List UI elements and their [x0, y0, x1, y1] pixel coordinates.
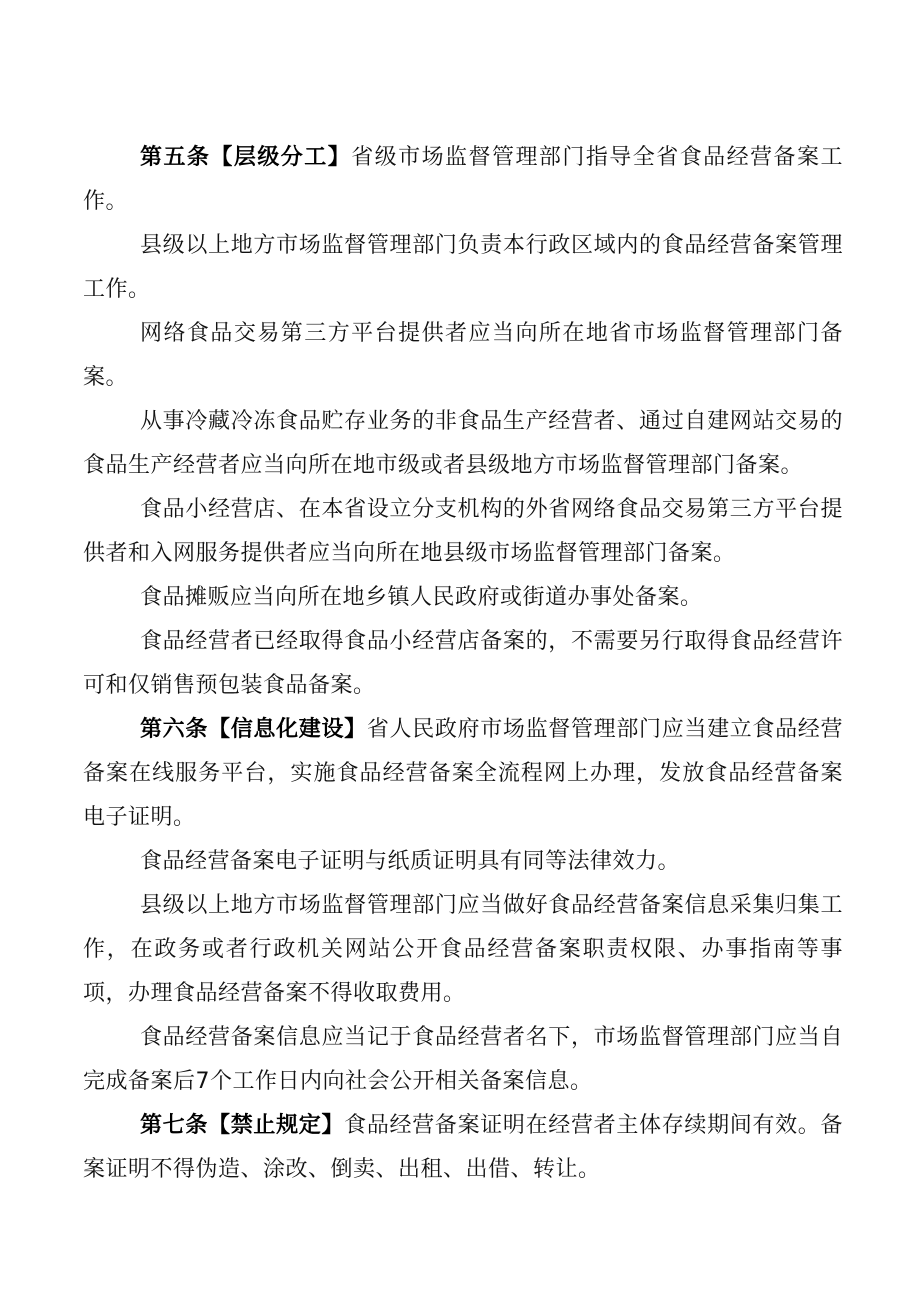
paragraph [83, 884, 843, 1016]
paragraph-text: 县级以上地方市场监督管理部门负责本行政区域内的食品经营备案管理工作。 [83, 233, 843, 302]
article-5-heading: 第五条【层级分工】 [140, 145, 352, 170]
paragraph [83, 620, 843, 708]
paragraph [83, 224, 843, 312]
paragraph-text: 食品经营备案信息应当记于食品经营者名下，市场监督管理部门应当自完成备案后7个工作日内向社会公开相关备案信息。 [83, 1025, 843, 1094]
paragraph-article-6 [83, 708, 843, 840]
paragraph-text: 县级以上地方市场监督管理部门应当做好食品经营备案信息采集归集工作，在政务或者行政机关网站公开食品经营备案职责权限、办事指南等事项，办理食品经营备案不得收取费用。 [83, 893, 843, 1006]
article-6-heading: 第六条【信息化建设】 [140, 717, 367, 742]
paragraph-text: 食品经营备案电子证明与纸质证明具有同等法律效力。 [140, 849, 681, 874]
document-body [83, 136, 843, 1192]
paragraph [83, 576, 843, 620]
paragraph [83, 1016, 843, 1104]
article-7-text: 食品经营备案证明在经营者主体存续期间有效。备案证明不得伪造、涂改、倒卖、出租、出借、转让。 [83, 1113, 843, 1182]
paragraph [83, 400, 843, 488]
article-6-text: 省人民政府市场监督管理部门应当建立食品经营备案在线服务平台，实施食品经营备案全流程网上办理，发放食品经营备案电子证明。 [83, 717, 843, 830]
paragraph [83, 312, 843, 400]
paragraph [83, 840, 843, 884]
paragraph-text: 网络食品交易第三方平台提供者应当向所在地省市场监督管理部门备案。 [83, 321, 843, 390]
paragraph-text: 食品经营者已经取得食品小经营店备案的，不需要另行取得食品经营许可和仅销售预包装食品备案。 [83, 629, 843, 698]
paragraph [83, 488, 843, 576]
article-5-text: 省级市场监督管理部门指导全省食品经营备案工作。 [83, 145, 843, 214]
paragraph-article-5 [83, 136, 843, 224]
paragraph-text: 从事冷藏冷冻食品贮存业务的非食品生产经营者、通过自建网站交易的食品生产经营者应当向所在地市级或者县级地方市场监督管理部门备案。 [83, 409, 843, 478]
article-7-heading: 第七条【禁止规定】 [140, 1113, 345, 1138]
paragraph-text: 食品小经营店、在本省设立分支机构的外省网络食品交易第三方平台提供者和入网服务提供者应当向所在地县级市场监督管理部门备案。 [83, 497, 843, 566]
paragraph-text: 食品摊贩应当向所在地乡镇人民政府或街道办事处备案。 [140, 585, 703, 610]
paragraph-article-7 [83, 1104, 843, 1192]
